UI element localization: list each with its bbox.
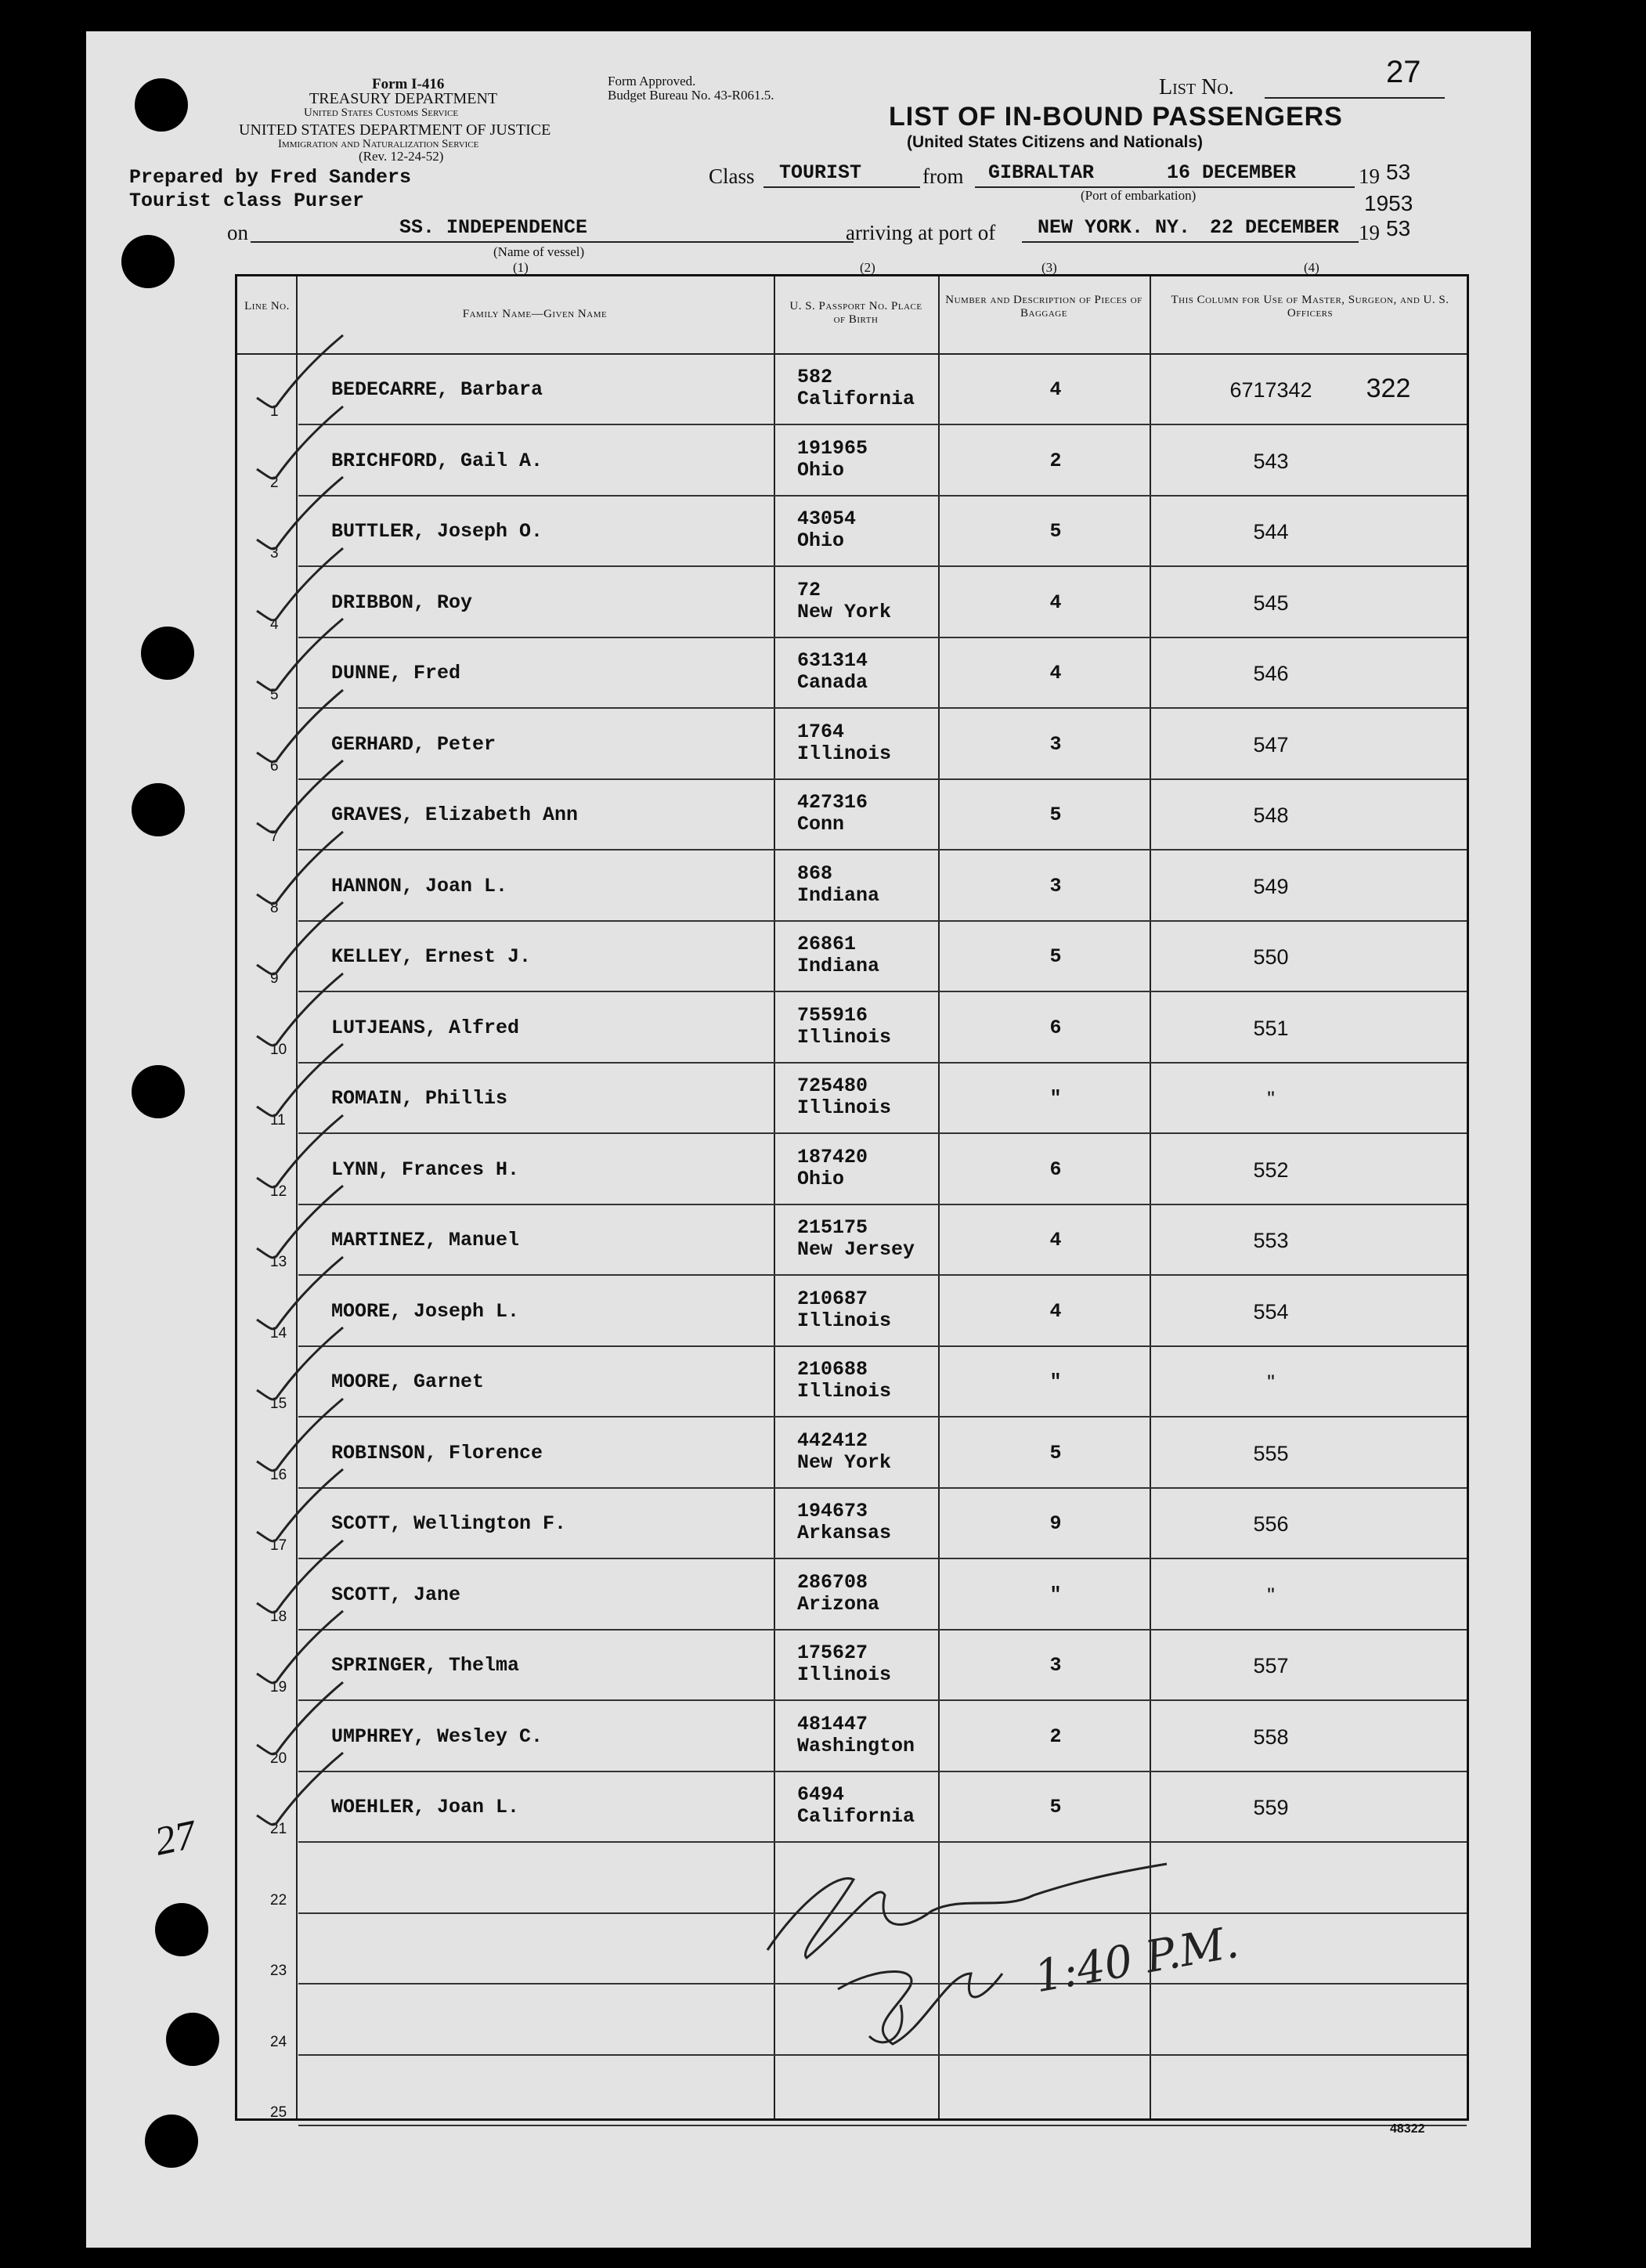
passenger-name: SCOTT, Wellington F. bbox=[331, 1512, 567, 1535]
punch-hole bbox=[166, 2013, 219, 2066]
officer-extra: 322 bbox=[1366, 374, 1411, 403]
table-row bbox=[237, 1560, 1467, 1631]
footer-code: 48322 bbox=[1390, 2122, 1425, 2136]
table-row bbox=[237, 1347, 1467, 1418]
baggage-count: 2 bbox=[1049, 1724, 1062, 1748]
table-row bbox=[237, 710, 1467, 780]
officer-entry: 554 bbox=[1253, 1299, 1289, 1324]
officer-entry: 556 bbox=[1253, 1512, 1289, 1536]
port-embark-label: (Port of embarkation) bbox=[1081, 188, 1197, 203]
table-row bbox=[237, 1277, 1467, 1347]
baggage-count: " bbox=[1049, 1087, 1062, 1110]
line-number: 13 bbox=[270, 1254, 287, 1270]
vessel-underline bbox=[251, 241, 854, 243]
from-label: from bbox=[922, 164, 964, 188]
line-number: 11 bbox=[270, 1112, 286, 1129]
col-number-1: (1) bbox=[513, 260, 529, 275]
line-number: 4 bbox=[270, 616, 279, 633]
line-number: 10 bbox=[270, 1041, 287, 1058]
baggage-count: 4 bbox=[1049, 1299, 1062, 1323]
baggage-count: 5 bbox=[1049, 804, 1062, 826]
passenger-name: KELLEY, Ernest J. bbox=[331, 945, 532, 968]
class-underline bbox=[763, 186, 920, 188]
line-number: 14 bbox=[270, 1324, 287, 1342]
baggage-count: 5 bbox=[1049, 1441, 1062, 1464]
passport-number: 868 bbox=[797, 861, 833, 885]
year-prefix-1: 19 bbox=[1359, 164, 1380, 188]
place-of-birth: California bbox=[797, 1805, 915, 1828]
officer-entry: 550 bbox=[1253, 945, 1289, 969]
punch-hole bbox=[145, 2115, 198, 2168]
passenger-name: WOEHLER, Joan L. bbox=[331, 1796, 520, 1818]
passenger-name: LYNN, Frances H. bbox=[331, 1157, 520, 1181]
table-row bbox=[237, 497, 1467, 567]
table-row bbox=[237, 1631, 1467, 1701]
line-number: 17 bbox=[270, 1537, 287, 1554]
table-row bbox=[237, 1772, 1467, 1843]
place-of-birth: Ohio bbox=[797, 1167, 845, 1190]
punch-hole bbox=[132, 1065, 185, 1118]
passport-number: 582 bbox=[797, 366, 833, 388]
passport-number: 725480 bbox=[797, 1074, 868, 1097]
place-of-birth: Illinois bbox=[797, 742, 892, 765]
passport-number: 210687 bbox=[797, 1287, 868, 1310]
arrival-underline bbox=[1022, 241, 1359, 243]
document-title: LIST OF IN-BOUND PASSENGERS bbox=[889, 102, 1343, 132]
vessel-name: SS. INDEPENDENCE bbox=[399, 216, 588, 239]
line-number: 22 bbox=[270, 1891, 287, 1909]
list-no-value: 27 bbox=[1386, 55, 1421, 89]
list-no-label: List No. bbox=[1159, 75, 1234, 99]
budget-bureau: Budget Bureau No. 43-R061.5. bbox=[608, 88, 774, 103]
punch-hole bbox=[155, 1903, 208, 1956]
place-of-birth: Illinois bbox=[797, 1380, 892, 1403]
passenger-name: ROBINSON, Florence bbox=[331, 1441, 543, 1464]
passenger-name: ROMAIN, Phillis bbox=[331, 1087, 508, 1110]
place-of-birth: California bbox=[797, 388, 915, 410]
table-row bbox=[237, 426, 1467, 497]
table-row bbox=[237, 1914, 1467, 1984]
line-number: 6 bbox=[270, 757, 279, 775]
passport-number: 26861 bbox=[797, 933, 857, 955]
document-subtitle: (United States Citizens and Nationals) bbox=[907, 133, 1204, 151]
year-value-2: 53 bbox=[1386, 216, 1411, 240]
passenger-name: GRAVES, Elizabeth Ann bbox=[331, 804, 579, 826]
immigration-service: Immigration and Naturalization Service bbox=[278, 138, 479, 150]
passenger-name: HANNON, Joan L. bbox=[331, 874, 508, 897]
table-row bbox=[237, 1205, 1467, 1276]
table-row bbox=[237, 780, 1467, 850]
passport-number: 194673 bbox=[797, 1500, 868, 1522]
passenger-name: SPRINGER, Thelma bbox=[331, 1654, 520, 1677]
justice-department: UNITED STATES DEPARTMENT OF JUSTICE bbox=[239, 121, 551, 139]
passport-number: 191965 bbox=[797, 436, 868, 460]
treasury-department: TREASURY DEPARTMENT bbox=[309, 90, 498, 107]
col-number-3: (3) bbox=[1041, 260, 1057, 275]
margin-note: 27 bbox=[150, 1812, 200, 1865]
place-of-birth: Illinois bbox=[797, 1096, 892, 1119]
line-number: 1 bbox=[270, 403, 279, 420]
passenger-table bbox=[235, 274, 1469, 2121]
officer-entry: 552 bbox=[1253, 1157, 1289, 1182]
place-of-birth: Ohio bbox=[797, 529, 845, 552]
passport-number: 755916 bbox=[797, 1003, 868, 1027]
passenger-name: DRIBBON, Roy bbox=[331, 590, 473, 614]
class-value: TOURIST bbox=[779, 161, 862, 184]
baggage-count: 6 bbox=[1049, 1016, 1062, 1039]
punch-hole bbox=[132, 783, 185, 836]
punch-hole bbox=[121, 235, 175, 288]
place-of-birth: Indiana bbox=[797, 883, 880, 907]
passenger-name: SCOTT, Jane bbox=[331, 1583, 461, 1606]
table-row bbox=[237, 2056, 1467, 2126]
place-of-birth: Illinois bbox=[797, 1663, 892, 1686]
form-approved: Form Approved. bbox=[608, 74, 696, 88]
baggage-count: 3 bbox=[1049, 1654, 1062, 1677]
table-row bbox=[237, 922, 1467, 992]
line-number: 21 bbox=[270, 1821, 287, 1837]
baggage-count: 5 bbox=[1049, 520, 1062, 543]
line-number: 3 bbox=[270, 545, 279, 562]
passenger-name: BEDECARRE, Barbara bbox=[331, 378, 543, 401]
year-value-1: 53 bbox=[1386, 160, 1411, 184]
officer-entry: " bbox=[1267, 1583, 1275, 1607]
officer-entry: 551 bbox=[1253, 1016, 1289, 1040]
passenger-name: DUNNE, Fred bbox=[331, 662, 461, 684]
passport-number: 481447 bbox=[797, 1712, 868, 1735]
baggage-count: 2 bbox=[1049, 449, 1062, 472]
line-number: 12 bbox=[270, 1183, 287, 1200]
line-number: 5 bbox=[270, 687, 279, 703]
line-number: 2 bbox=[270, 474, 279, 491]
passport-number: 187420 bbox=[797, 1145, 868, 1168]
list-no-underline bbox=[1265, 97, 1445, 99]
arriving-label: arriving at port of bbox=[846, 221, 996, 244]
officer-entry: 553 bbox=[1253, 1229, 1289, 1252]
passport-number: 43054 bbox=[797, 507, 857, 530]
passport-number: 215175 bbox=[797, 1216, 868, 1239]
baggage-count: 6 bbox=[1049, 1157, 1062, 1181]
line-number: 15 bbox=[270, 1396, 287, 1412]
table-row bbox=[237, 851, 1467, 922]
passenger-name: MARTINEZ, Manuel bbox=[331, 1229, 520, 1251]
prepared-by: Prepared by Fred Sanders bbox=[129, 166, 412, 189]
line-number: 20 bbox=[270, 1750, 287, 1767]
table-row bbox=[237, 1844, 1467, 1914]
header-passport: U. S. Passport No. Place of Birth bbox=[789, 300, 922, 326]
passport-number: 631314 bbox=[797, 649, 868, 672]
baggage-count: 3 bbox=[1049, 732, 1062, 756]
baggage-count: 4 bbox=[1049, 662, 1062, 684]
officer-entry: 543 bbox=[1253, 449, 1289, 473]
form-number: Form I-416 bbox=[372, 76, 445, 92]
vessel-label: (Name of vessel) bbox=[493, 244, 585, 259]
revision-date: (Rev. 12-24-52) bbox=[359, 149, 444, 164]
embark-date: 16 DECEMBER bbox=[1167, 161, 1297, 184]
punch-hole bbox=[141, 627, 194, 680]
line-number: 19 bbox=[270, 1679, 287, 1696]
arrival-port: NEW YORK. NY. bbox=[1038, 216, 1191, 239]
table-row bbox=[237, 355, 1467, 425]
passport-number: 6494 bbox=[797, 1783, 845, 1806]
punch-hole bbox=[135, 78, 188, 132]
passport-number: 427316 bbox=[797, 791, 868, 814]
line-number: 7 bbox=[270, 829, 279, 845]
officer-entry: " bbox=[1267, 1371, 1275, 1394]
baggage-count: 4 bbox=[1049, 1229, 1062, 1251]
officer-entry: 555 bbox=[1253, 1441, 1289, 1465]
year-handwritten: 1953 bbox=[1364, 191, 1413, 215]
header-baggage: Number and Description of Pieces of Baggage bbox=[945, 294, 1142, 320]
officer-entry: 547 bbox=[1253, 732, 1289, 757]
officer-entry: 546 bbox=[1253, 662, 1289, 685]
line-number: 25 bbox=[270, 2104, 287, 2121]
passenger-name: BUTTLER, Joseph O. bbox=[331, 520, 543, 543]
passport-number: 72 bbox=[797, 578, 821, 601]
officer-entry: 548 bbox=[1253, 804, 1289, 827]
line-number: 8 bbox=[270, 899, 279, 916]
header-name: Family Name—Given Name bbox=[462, 308, 608, 320]
place-of-birth: Ohio bbox=[797, 458, 845, 482]
baggage-count: 9 bbox=[1049, 1512, 1062, 1535]
table-row bbox=[237, 1489, 1467, 1559]
line-number: 23 bbox=[270, 1963, 287, 1979]
baggage-count: 4 bbox=[1049, 590, 1062, 614]
col-number-4: (4) bbox=[1304, 260, 1319, 275]
place-of-birth: Washington bbox=[797, 1734, 915, 1757]
col-number-2: (2) bbox=[860, 260, 875, 275]
table-row bbox=[237, 993, 1467, 1064]
row-rule bbox=[298, 2125, 1467, 2126]
place-of-birth: Arkansas bbox=[797, 1522, 892, 1544]
header-officers: This Column for Use of Master, Surgeon, and U. S. Officers bbox=[1171, 294, 1449, 320]
passport-number: 175627 bbox=[797, 1641, 868, 1664]
line-number: 16 bbox=[270, 1466, 287, 1483]
table-row bbox=[237, 638, 1467, 709]
line-number: 9 bbox=[270, 970, 279, 987]
passenger-name: LUTJEANS, Alfred bbox=[331, 1016, 520, 1039]
passenger-name: MOORE, Joseph L. bbox=[331, 1299, 520, 1323]
baggage-count: 3 bbox=[1049, 874, 1062, 897]
place-of-birth: New York bbox=[797, 600, 892, 623]
place-of-birth: Illinois bbox=[797, 1025, 892, 1049]
officer-entry: 544 bbox=[1253, 520, 1289, 544]
check-mark-icon bbox=[241, 1749, 351, 1835]
baggage-count: 5 bbox=[1049, 945, 1062, 968]
officer-entry: " bbox=[1267, 1087, 1275, 1111]
line-number: 18 bbox=[270, 1608, 287, 1625]
class-label: Class bbox=[709, 164, 755, 188]
year-prefix-2: 19 bbox=[1359, 221, 1380, 244]
place-of-birth: Indiana bbox=[797, 955, 880, 977]
passport-number: 210688 bbox=[797, 1358, 868, 1381]
place-of-birth: Arizona bbox=[797, 1592, 880, 1616]
table-row bbox=[237, 1418, 1467, 1489]
table-row bbox=[237, 1702, 1467, 1772]
purser-title: Tourist class Purser bbox=[129, 190, 365, 212]
officer-entry: 558 bbox=[1253, 1724, 1289, 1749]
passenger-name: BRICHFORD, Gail A. bbox=[331, 449, 543, 472]
officer-entry: 557 bbox=[1253, 1654, 1289, 1678]
passport-number: 286708 bbox=[797, 1570, 868, 1594]
header-line-no: Line No. bbox=[244, 300, 290, 312]
table-row bbox=[237, 568, 1467, 638]
place-of-birth: Illinois bbox=[797, 1309, 892, 1332]
place-of-birth: New Jersey bbox=[797, 1238, 915, 1261]
baggage-count: " bbox=[1049, 1371, 1062, 1393]
from-value: GIBRALTAR bbox=[988, 161, 1095, 184]
table-row bbox=[237, 1985, 1467, 2056]
officer-entry: 6717342 bbox=[1229, 378, 1312, 402]
time-note: 1:40 P.M. bbox=[1031, 1916, 1243, 2003]
table-row bbox=[237, 1135, 1467, 1205]
officer-entry: 545 bbox=[1253, 590, 1289, 615]
passenger-name: GERHARD, Peter bbox=[331, 732, 496, 756]
place-of-birth: Canada bbox=[797, 671, 868, 694]
officer-entry: 549 bbox=[1253, 874, 1289, 898]
passenger-name: MOORE, Garnet bbox=[331, 1371, 485, 1393]
table-row bbox=[237, 1064, 1467, 1134]
baggage-count: " bbox=[1049, 1583, 1062, 1606]
on-label: on bbox=[227, 221, 248, 244]
arrival-date: 22 DECEMBER bbox=[1210, 216, 1340, 239]
baggage-count: 4 bbox=[1049, 378, 1062, 401]
line-number: 24 bbox=[270, 2033, 287, 2050]
passport-number: 1764 bbox=[797, 720, 845, 743]
officer-entry: 559 bbox=[1253, 1796, 1289, 1819]
place-of-birth: Conn bbox=[797, 813, 845, 836]
passenger-name: UMPHREY, Wesley C. bbox=[331, 1724, 543, 1748]
passport-number: 442412 bbox=[797, 1428, 868, 1452]
baggage-count: 5 bbox=[1049, 1796, 1062, 1818]
place-of-birth: New York bbox=[797, 1450, 892, 1474]
customs-service: United States Customs Service bbox=[304, 107, 459, 119]
